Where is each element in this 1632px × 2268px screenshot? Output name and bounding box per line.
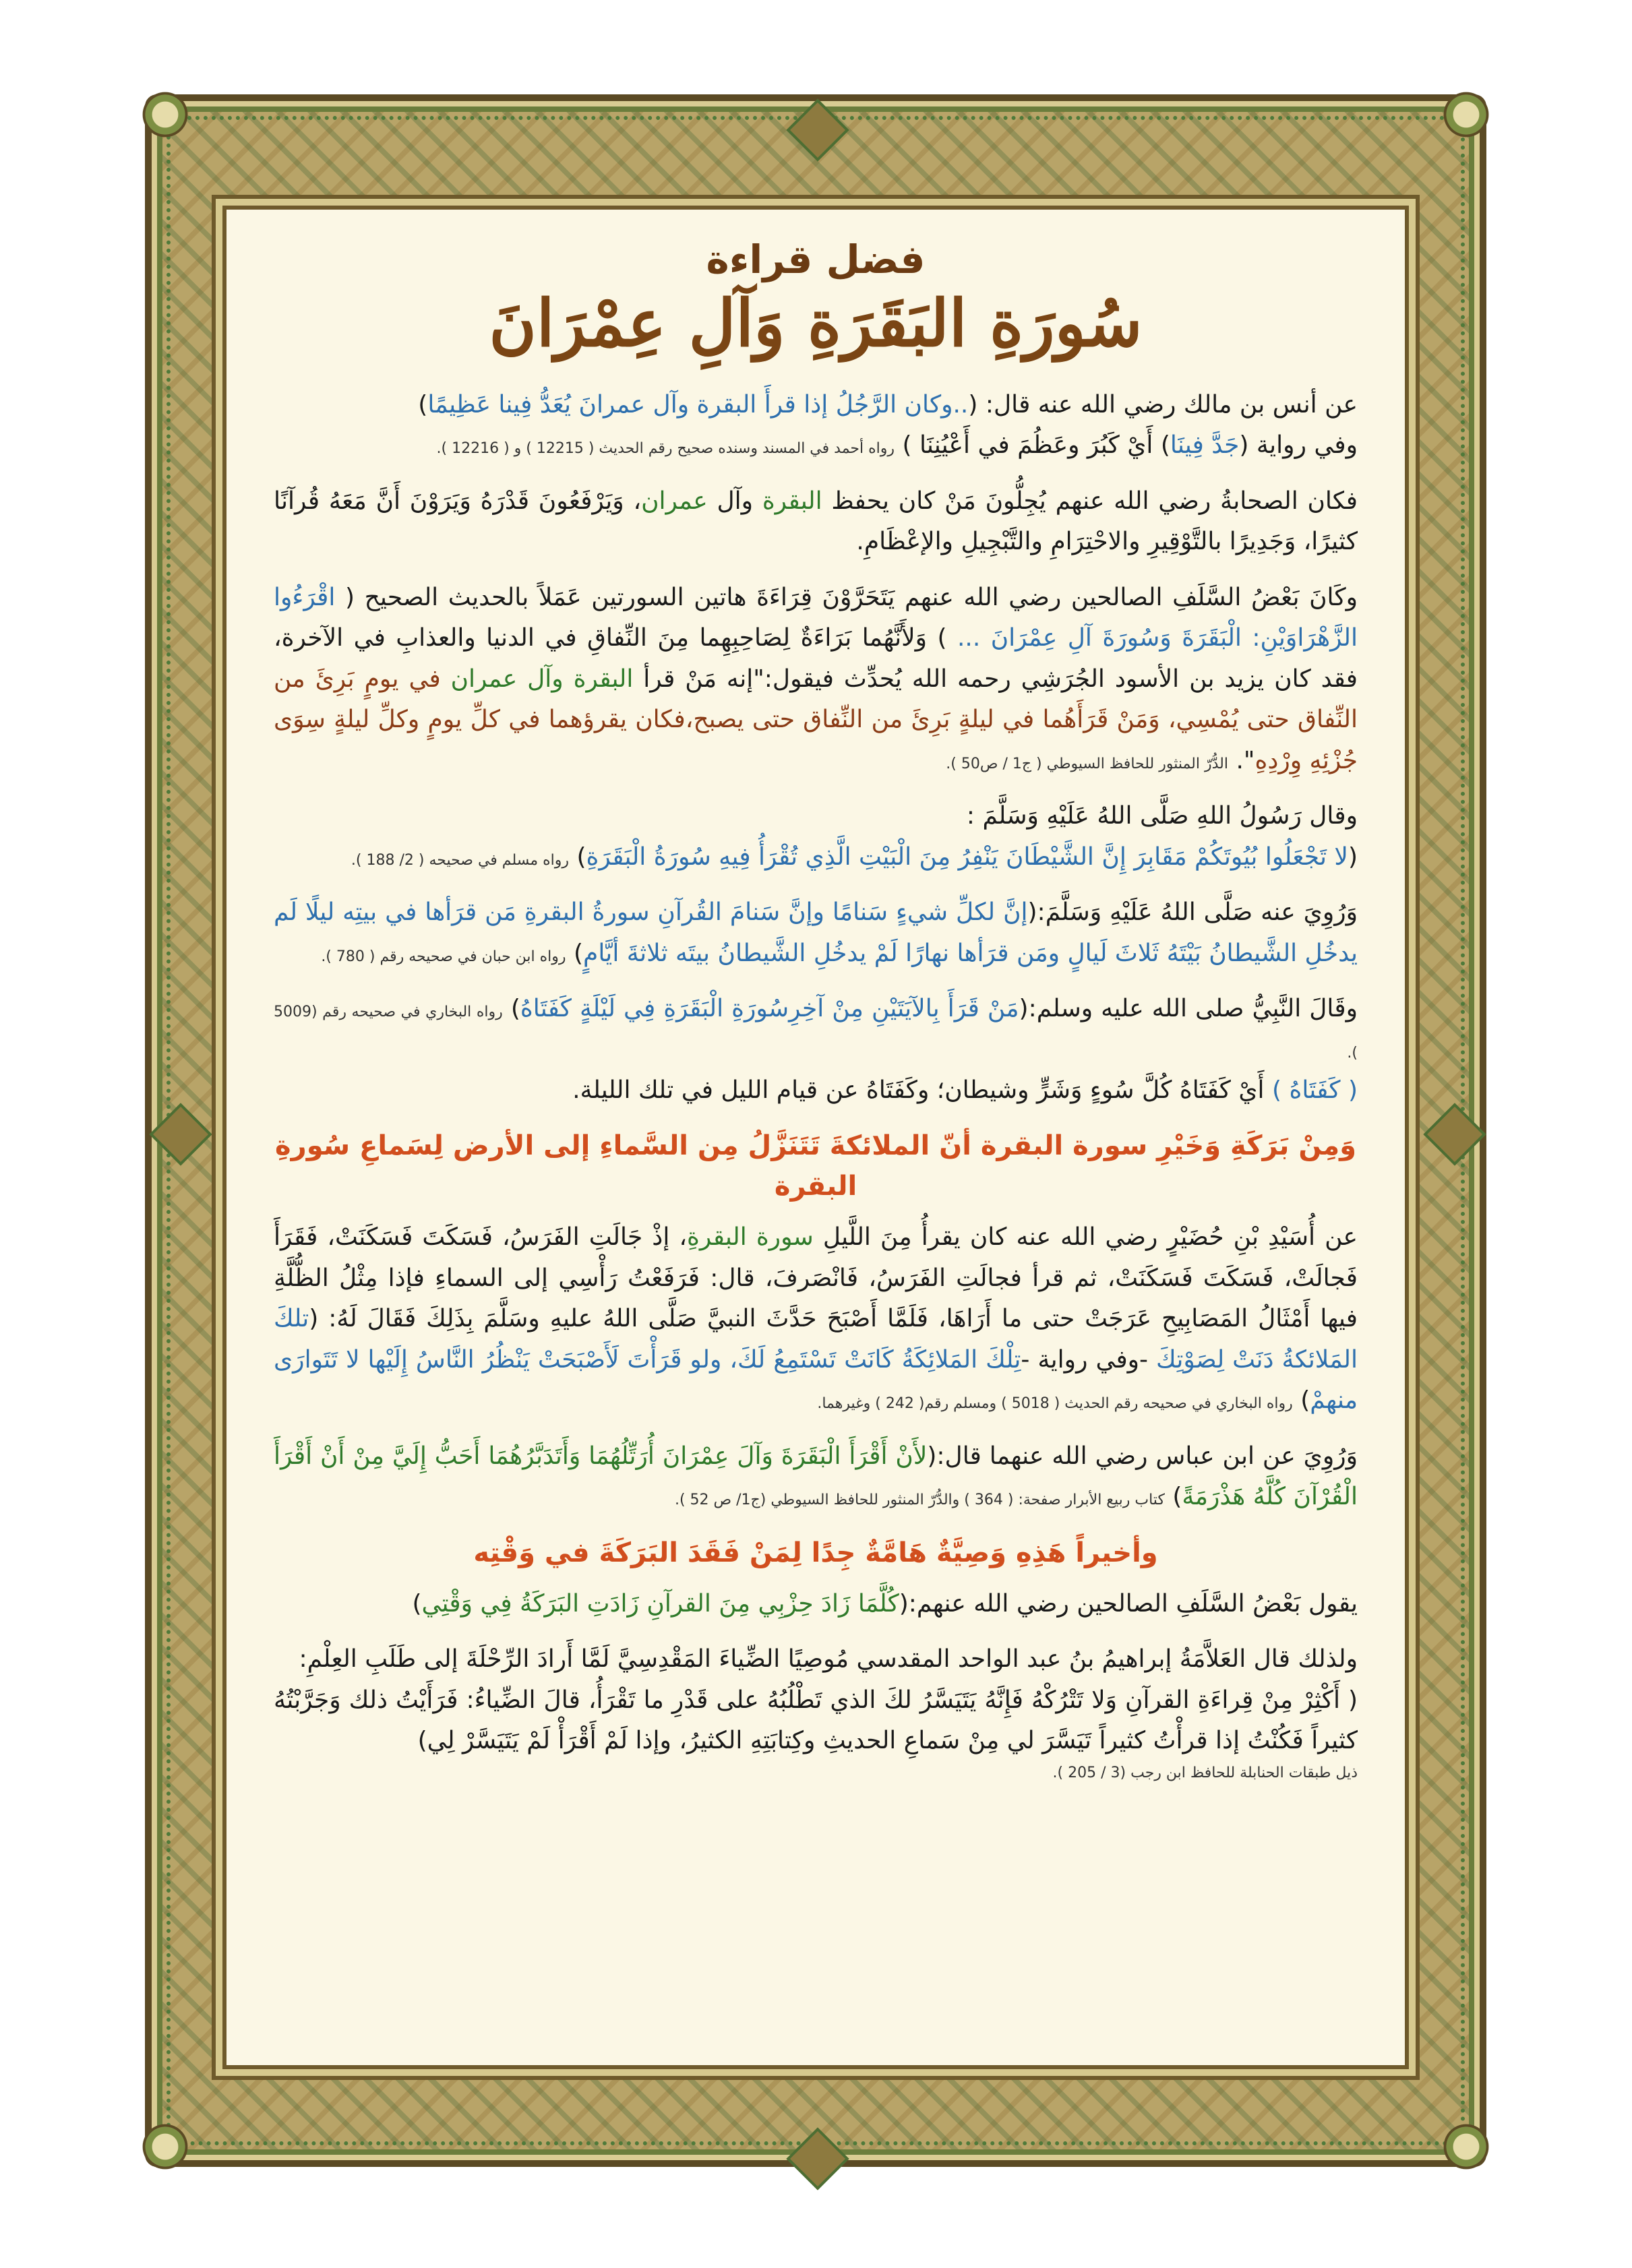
reference: ذيل طبقات الحنابلة للحافظ ابن رجب (3 / 205 ). bbox=[1052, 1764, 1358, 1781]
paragraph-ibn-abbas: وَرُوِيَ عن ابن عباس رضي الله عنهما قال:(لأَنْ أَقْرَأَ الْبَقَرَةَ وَآلَ عِمْرَانَ أُرَتِّلُهُمَا وَأَتَدَبَّرُهُمَا أَحَبُّ إِلَيَّ مِنْ أَنْ أَقْرَأَ الْقُرْآنَ كُلَّهُ هَذْرَمَةً) كتاب ربيع الأبرار صفحة: ( 364 ) والدُّرّ المنثور للحافظ السيوطي (ج1/ ص 52 ). bbox=[274, 1442, 1358, 1511]
reference: رواه البخاري في صحيحه رقم (5009 ). bbox=[274, 1004, 1358, 1062]
paragraph-hadith-two-verses: وقَالَ النَّبِيُّ صلى الله عليه وسلم:(مَنْ قَرَأَ بِالآيَتَيْنِ مِنْ آخِرِسُورَةِ الْبَقَرَةِ فِي لَيْلَةٍ كَفَتَاهُ) رواه البخاري في صحيحه رقم (5009 ). ( كَفَتَاهُ ) أَيْ كَفَتَاهُ كُلَّ سُوءٍ وَشَرٍّ وشيطان؛ وكَفَتَاهُ عن قيام الليل في تلك الليلة. bbox=[274, 995, 1358, 1105]
reference: رواه مسلم في صحيحه ( 2/ 188 ). bbox=[351, 851, 570, 869]
paragraph-hadith-houses: وقال رَسُولُ اللهِ صَلَّى اللهُ عَلَيْهِ وَسَلَّمَ : (لا تَجْعَلُوا بُيُوتَكُمْ مَقَابِرَ إِنَّ الشَّيْطَانَ يَنْفِرُ مِنَ الْبَيْتِ الَّذِي تُقْرَأُ فِيهِ سُورَةُ الْبَقَرَةِ) رواه مسلم في صحيحه ( 2/ 188 ). bbox=[351, 802, 1358, 871]
paragraph-usaid: عن أُسَيْدِ بْنِ حُضَيْرٍ رضي الله عنه كان يقرأُ مِنَ اللَّيلِ سورة البقرةِ، إذْ جَالَتِ الفَرَسُ، فَسَكَتَ فَسَكَنَتْ، فَقَرَأَ فَجالَتْ، فَسَكَتَ فَسَكَنَتْ، ثم قرأ فجالَتِ الفَرَسُ، فَانْصَرفَ، قال: فَرَفَعْتُ رَأْسِي إلى السماءِ فإذا مِثْلُ الظُّلَّةِ فيها أَمْثَالُ المَصَابِيحِ عَرَجَتْ حتى ما أَرَاهَا، فَلَمَّا أَصْبَحَ حَدَّثَ النبيَّ صَلَّى اللهُ عليهِ وسَلَّمَ بِذَلِكَ فَقَالَ لَهُ: (تلكَ المَلائكةُ دَنَتْ لِصَوْتِكَ -وفي رواية -تِلْكَ المَلائِكَةُ كَانَتْ تَسْتَمِعُ لَكَ، ولو قَرَأْتَ لَأَصْبَحَتْ يَنْظُرُ النَّاسُ إِلَيْها لا تَتَوارَى منهمْ) رواه البخاري في صحيحه رقم الحديث ( 5018 ) ومسلم رقم( 242 ) وغيرهما. bbox=[274, 1223, 1358, 1415]
paragraph-hadith-sanam: وَرُوِيَ عنه صَلَّى اللهُ عَلَيْهِ وَسَلَّمَ:(إنَّ لكلِّ شيءٍ سَنامًا وإنَّ سَنامَ القُرآنِ سورةُ البقرةِ مَن قرَأها في بيتِه ليلًا لَم يدخُلِ الشَّيطانُ بَيْتَهُ ثَلاثَ لَيالٍ ومَن قرَأها نهارًا لَمْ يدخُلِ الشَّيطانُ بيتَه ثلاثةَ أيَّامٍ) رواه ابن حبان في صحيحه رقم ( 780 ). bbox=[274, 898, 1358, 967]
paragraph-sahaba: فكان الصحابةُ رضي الله عنهم يُجِلُّونَ مَنْ كان يحفظ البقرة وآل عمران، وَيَرْفَعُونَ قَدْرَهُ وَيَرَوْنَ أَنَّ مَعَهُ قُرآنًا كثيرًا، وَجَدِيرًا بالتَّوْقِيرِ والاحْتِرَامِ والتَّبْجِيلِ والإعْظَامِ. bbox=[274, 487, 1358, 556]
reference: رواه البخاري في صحيحه رقم الحديث ( 5018 ) ومسلم رقم( 242 ) وغيرهما. bbox=[817, 1395, 1293, 1413]
reference: كتاب ربيع الأبرار صفحة: ( 364 ) والدُّرّ المنثور للحافظ السيوطي (ج1/ ص 52 ). bbox=[674, 1492, 1165, 1509]
paragraph-ibrahim-maqdisi: ولذلك قال العَلاَّمَةُ إبراهيمُ بنُ عبد الواحد المقدسي مُوصِيًا الضِّياءَ المَقْدِسِيَّ لَمَّا أَرادَ الرِّحْلَةَ إلى طَلَبِ العِلْمِ: ( أَكْثِرْ مِنْ قِراءَةِ القرآنِ وَلا تَتْرُكْهُ فَإِنَّهُ يَتَيَسَّرُ لكَ الذي تَطْلُبُهُ على قَدْرِ ما تَقْرَأُ، قالَ الضِّياءُ: فَرَأَيْتُ ذلك وَجَرَّبْتُهُ كثيراً فَكُنْتُ إذا قرأْتُ كثيراً تَيَسَّرَ لي مِنْ سَماعِ الحديثِ وكِتابَتِهِ الكثيرُ، وإذا لَمْ أَقْرَأْ لَمْ يَتَيَسَّرْ لِي) bbox=[274, 1645, 1358, 1755]
paragraph-anas: عن أنس بن مالك رضي الله عنه قال: (..وكان الرَّجُلُ إذا قرأَ البقرة وآل عمرانَ يُعَدُّ فِينا عَظِيمًا) وفي رواية (جَدَّ فِينَا) أَيْ كَبُرَ وعَظُمَ في أَعْيُنِنَا ) رواه أحمد في المسند وسنده صحيح رقم الحديث ( 12215 ) و ( 12216 ). bbox=[418, 390, 1358, 460]
corner-ornament-icon bbox=[135, 2116, 195, 2177]
paragraph-salaf-saying: يقول بَعْضُ السَّلَفِ الصالحين رضي الله عنهم:(كُلَّمَا زَادَ حِزْبِي مِنَ القرآنِ زَادَتِ البَرَكَةُ فِي وَقْتِي) bbox=[412, 1589, 1358, 1618]
reference: رواه ابن حبان في صحيحه رقم ( 780 ). bbox=[321, 948, 566, 965]
corner-ornament-icon bbox=[1436, 84, 1497, 145]
reference: رواه أحمد في المسند وسنده صحيح رقم الحديث ( 12215 ) و ( 12216 ). bbox=[436, 440, 895, 458]
corner-ornament-icon bbox=[1436, 2116, 1497, 2177]
text-panel bbox=[222, 206, 1409, 2069]
paragraph-salaf: وكَانَ بَعْضُ السَّلَفِ الصالحين رضي الله عنهم يَتَحَرَّوْنَ قِرَاءَةَ هاتين السورتين عَمَلاً بالحديث الصحيح ( اقْرَءُوا الزَّهْرَاوَيْنِ: الْبَقَرَةَ وَسُورَةَ آلِ عِمْرَانَ ... ) وَلأَنَّهُما بَرَاءَةٌ لِصَاحِبِهِما مِنَ النِّفاقِ في الدنيا والعذابِ في الآخرة، فقد كان يزيد بن الأسود الجُرَشِي رحمه الله يُحدِّث فيقول:"إنه مَنْ قرأ البقرة وآل عمران في يومٍ بَرِئَ من النِّفاق حتى يُمْسِي، وَمَنْ قَرَأَهُما في ليلةٍ بَرِئَ من النِّفاق حتى يصبح،فكان يقرؤهما في كلِّ يومٍ وكلِّ ليلةٍ سِوَى جُزْئِهِ وِرْدِهِ". الدُّرّ المنثور للحافظ السيوطي ( ج1 / ص50 ). bbox=[274, 583, 1358, 774]
reference: الدُّرّ المنثور للحافظ السيوطي ( ج1 / ص50 ). bbox=[946, 755, 1228, 772]
page-title-line1: فضل قراءة bbox=[706, 237, 926, 282]
section-heading-angels: وَمِنْ بَرَكَةِ وَخَيْرِ سورة البقرة أنّ الملائكةَ تَتَنَزَّلُ مِن السَّماءِ إلى الأرض لِسَماعِ سُورةِ البقرة bbox=[275, 1130, 1356, 1202]
page-title-line2: سُورَةِ البَقَرَةِ وَآلِ عِمْرَانَ bbox=[489, 284, 1143, 361]
section-heading-advice: وأخيراً هَذِهِ وَصِيَّةٌ هَامَّةٌ جِدًا لِمَنْ فَقَدَ البَرَكَةَ في وَقْتِه bbox=[473, 1537, 1158, 1568]
corner-ornament-icon bbox=[135, 84, 195, 145]
